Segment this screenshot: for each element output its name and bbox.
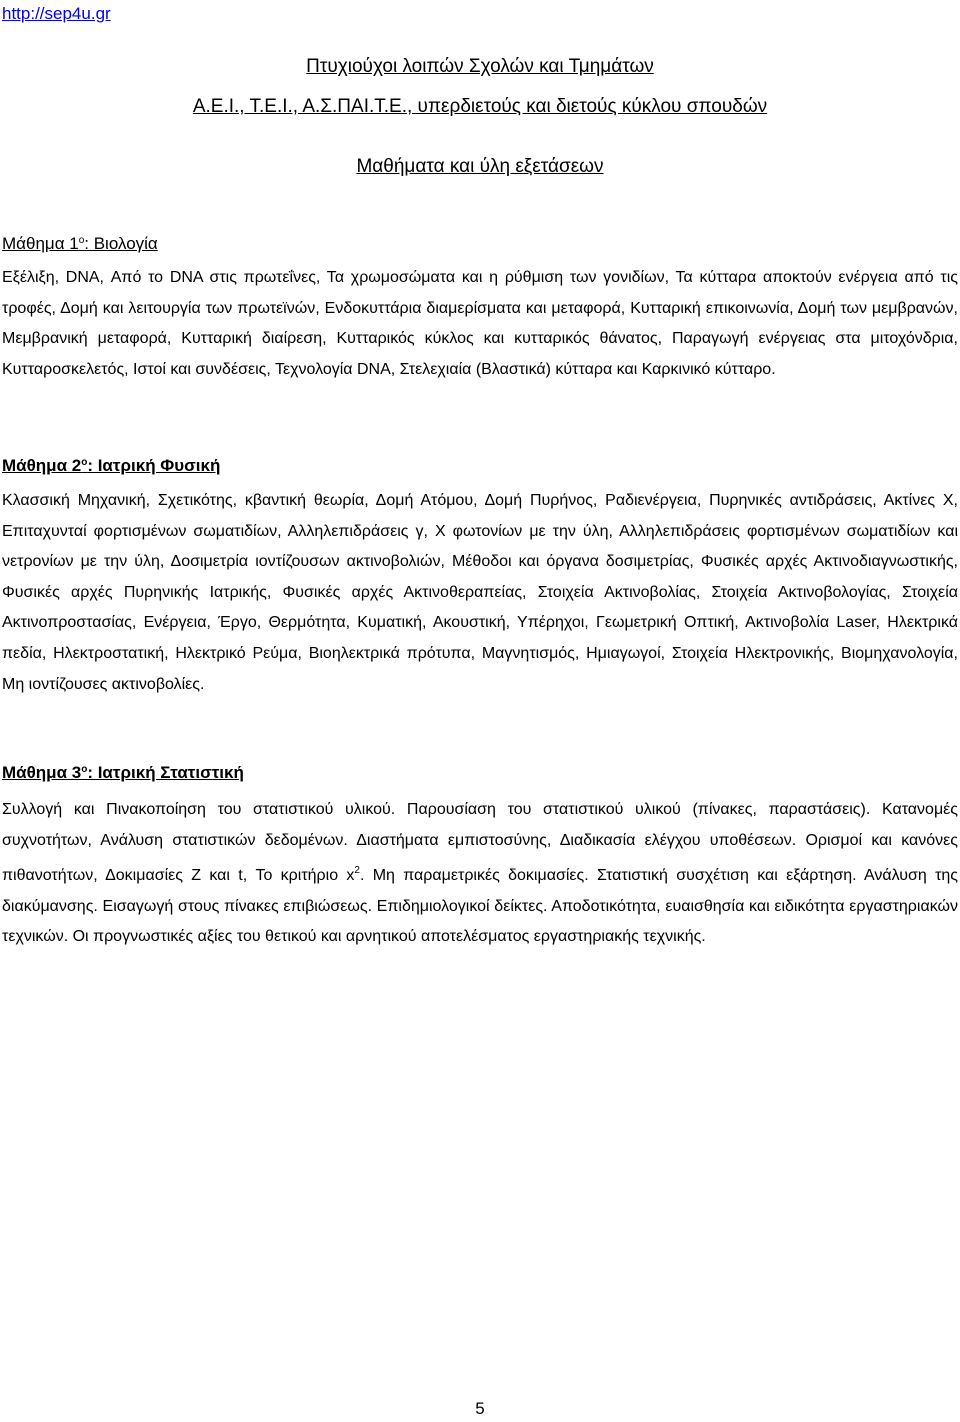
section-title-prefix: Μάθημα 1: [2, 234, 79, 253]
section-title-suffix: : Ιατρική Φυσική: [87, 456, 221, 475]
statistics-text-part1: Συλλογή και Πινακοποίηση του στατιστικού υλικού. Παρουσίαση του στατιστικού υλικού (πίνακες, παραστάσεις). Κατανομές συχνοτήτων, Ανάλυση στατιστικών δεδομένων. Διαστήματα εμπιστοσύνης, Διαδικασία ελέγχου υποθέσεων. Ορισμοί και κανόνες πιθανοτήτων, Δοκιμασίες Z και t, Το κριτήριο x: [2, 801, 958, 885]
section-title-suffix: : Βιολογία: [84, 234, 158, 253]
section-title-medical-statistics: [2, 763, 244, 783]
section-body-medical-physics: Κλασσική Μηχανική, Σχετικότης, κβαντική θεωρία, Δομή Ατόμου, Δομή Πυρήνος, Ραδιενέργεια, Πυρηνικές αντιδράσεις, Ακτίνες Χ, Επιταχυνταί φορτισμένων σωματιδίων, Αλληλεπιδράσεις γ, Χ φωτονίων με την ύλη, Αλληλεπιδράσεις φορτισμένων σωματιδίων και νετρονίων με την ύλη, Δοσιμετρία ιοντίζουσων ακτινοβολιών, Μέθοδοι και όργανα δοσιμετρίας, Φυσικές αρχές Ακτινοδιαγνωστικής, Φυσικές αρχές Πυρηνικής Ιατρικής, Φυσικές αρχές Ακτινοθεραπείας, Στοιχεία Ακτινοβολίας, Στοιχεία Ακτινοβολογίας, Στοιχεία Ακτινοπροστασίας, Ενέργεια, Έργο, Θερμότητα, Κυματική, Ακουστική, Υπέρηχοι, Γεωμετρική Οπτική, Ακτινοβολία Laser, Ηλεκτρικά πεδία, Ηλεκτροστατική, Ηλεκτρικό Ρεύμα, Βιοηλεκτρικά πρότυπα, Μαγνητισμός, Ημιαγωγοί, Στοιχεία Ηλεκτρονικής, Βιομηχανολογία, Μη ιοντίζουσες ακτινοβολίες.: [2, 492, 958, 693]
section-title-prefix: Μάθημα 3: [2, 763, 82, 782]
statistics-text-part2: . Μη παραμετρικές δοκιμασίες. Στατιστική συσχέτιση και εξάρτηση. Ανάλυση της διακύμανσης. Εισαγωγή στους πίνακες επιβιώσεως. Επιδημιολογικοί δείκτες. Αποδοτικότητα, ευαισθησία και ειδικότητα εργαστηριακών τεχνικών. Οι προγνωστικές αξίες του θετικού και αρνητικού αποτελέσματος εργαστηριακής τεχνικής.: [2, 867, 958, 946]
section-title-medical-physics: [2, 456, 220, 476]
section-title-suffix: : Ιατρική Στατιστική: [87, 763, 244, 782]
document-heading-line3: Μαθήματα και ύλη εξετάσεων: [356, 156, 604, 177]
page-number: 5: [475, 1399, 485, 1418]
section-title-biology: [2, 234, 158, 254]
section-title-ordinal: ο: [81, 764, 88, 775]
section-body-biology: Εξέλιξη, DNA, Από το DNA στις πρωτεΐνες, Τα χρωμοσώματα και η ρύθμιση των γονιδίων, Τα κύτταρα αποκτούν ενέργεια από τις τροφές, Δομή και λειτουργία των πρωτεϊνών, Ενδοκυττάρια διαμερίσματα και μεταφορά, Κυτταρική επικοινωνία, Δομή των μεμβρανών, Μεμβρανική μεταφορά, Κυτταρική διαίρεση, Κυτταρικός κύκλος και κυτταρικός θάνατος, Παραγωγή ενέργειας στα μιτοχόνδρια, Κυτταροσκελετός, Ιστοί και συνδέσεις, Τεχνολογία DNA, Στελεχιαία (Βλαστικά) κύτταρα και Καρκινικό κύτταρο.: [2, 269, 958, 378]
section-body-medical-statistics: [2, 795, 958, 953]
source-link[interactable]: http://sep4u.gr: [2, 4, 111, 23]
document-heading-line1: Πτυχιούχοι λοιπών Σχολών και Τμημάτων: [306, 56, 654, 77]
document-heading-line2: Α.Ε.Ι., Τ.Ε.Ι., Α.Σ.ΠΑΙ.Τ.Ε., υπερδιετούς και διετούς κύκλου σπουδών: [192, 96, 768, 117]
section-title-ordinal: ο: [81, 457, 88, 468]
section-title-prefix: Μάθημα 2: [2, 456, 82, 475]
section-title-ordinal: ο: [78, 235, 85, 246]
chi-square-exponent: 2: [354, 865, 360, 877]
